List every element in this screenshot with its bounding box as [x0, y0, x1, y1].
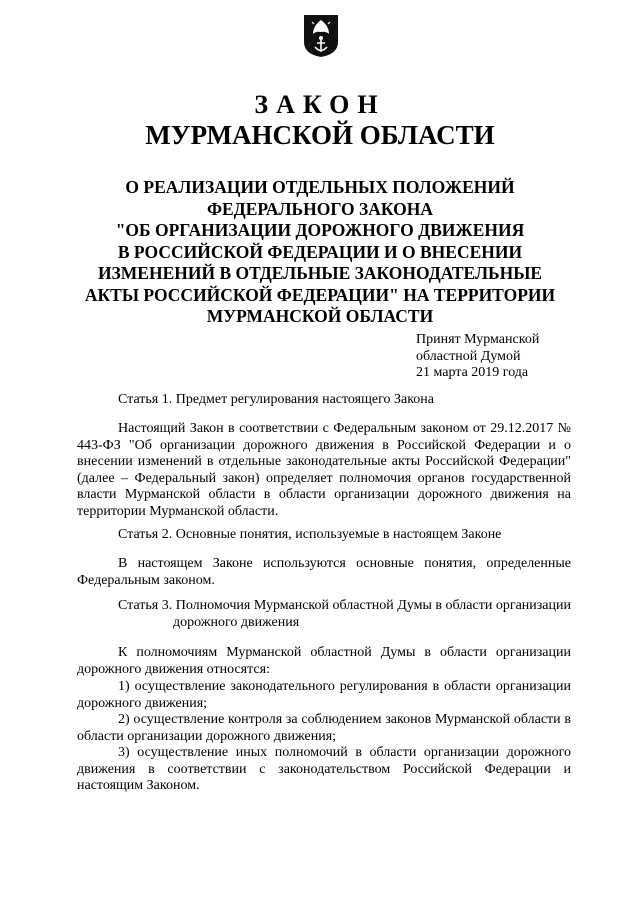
law-title: ЗАКОН — [254, 90, 386, 119]
adoption-date: 21 марта 2019 года — [416, 365, 529, 380]
adoption-line: областной Думой — [416, 348, 521, 364]
article-3-intro: К полномочиям Мурманской областной Думы в области организации дорожного движения относятся: — [77, 645, 571, 677]
article-3-heading-line: дорожного движения — [173, 615, 300, 630]
law-subtitle — [60, 177, 580, 328]
article-2-text: В настоящем Законе используются основные понятия, определенные Федеральным законом. — [77, 556, 571, 588]
article-3-item-2: 2) осуществление контроля за соблюдением законов Мурманской области в области организации дорожного движения; — [77, 712, 571, 744]
article-3-item-1: 1) осуществление законодательного регулирования в области организации дорожного движения; — [77, 679, 571, 711]
adoption-line: Принят Мурманской — [416, 332, 540, 347]
article-1-heading: Статья 1. Предмет регулирования настоящего Закона — [118, 392, 435, 407]
article-3-heading-line: Статья 3. Полномочия Мурманской областной Думы в области организации — [118, 598, 571, 613]
subtitle-line: МУРМАНСКОЙ ОБЛАСТИ — [206, 306, 434, 326]
subtitle-line: ИЗМЕНЕНИЙ В ОТДЕЛЬНЫЕ ЗАКОНОДАТЕЛЬНЫЕ — [97, 263, 543, 283]
subtitle-line: АКТЫ РОССИЙСКОЙ ФЕДЕРАЦИИ" НА ТЕРРИТОРИИ — [84, 284, 556, 305]
region-title: МУРМАНСКОЙ ОБЛАСТИ — [145, 120, 495, 150]
article-2-heading: Статья 2. Основные понятия, используемые в настоящем Законе — [118, 527, 502, 542]
adoption-block — [416, 332, 539, 382]
article-3-item-3: 3) осуществление иных полномочий в области организации дорожного движения в соответствии с законодательством Российской Федерации и настоящим Законом. — [77, 745, 571, 793]
subtitle-line: О РЕАЛИЗАЦИИ ОТДЕЛЬНЫХ ПОЛОЖЕНИЙ — [125, 177, 515, 197]
article-1-text: Настоящий Закон в соответствии с Федеральным законом от 29.12.2017 № 443-ФЗ "Об организации дорожного движения в Российской Федерации и о внесении изменений в отдельные законодательные акты Российской Федерации" (далее – Федеральный закон) определяет полномочия органов государственной власти Мурманской области в области организации дорожного движения на территории Мурманской области. — [77, 421, 571, 519]
article-3-heading — [118, 597, 571, 631]
subtitle-line: "ОБ ОРГАНИЗАЦИИ ДОРОЖНОГО ДВИЖЕНИЯ — [115, 220, 525, 240]
subtitle-line: ФЕДЕРАЛЬНОГО ЗАКОНА — [206, 198, 433, 219]
coat-of-arms-emblem — [303, 14, 339, 58]
subtitle-line: В РОССИЙСКОЙ ФЕДЕРАЦИИ И О ВНЕСЕНИИ — [117, 241, 523, 262]
